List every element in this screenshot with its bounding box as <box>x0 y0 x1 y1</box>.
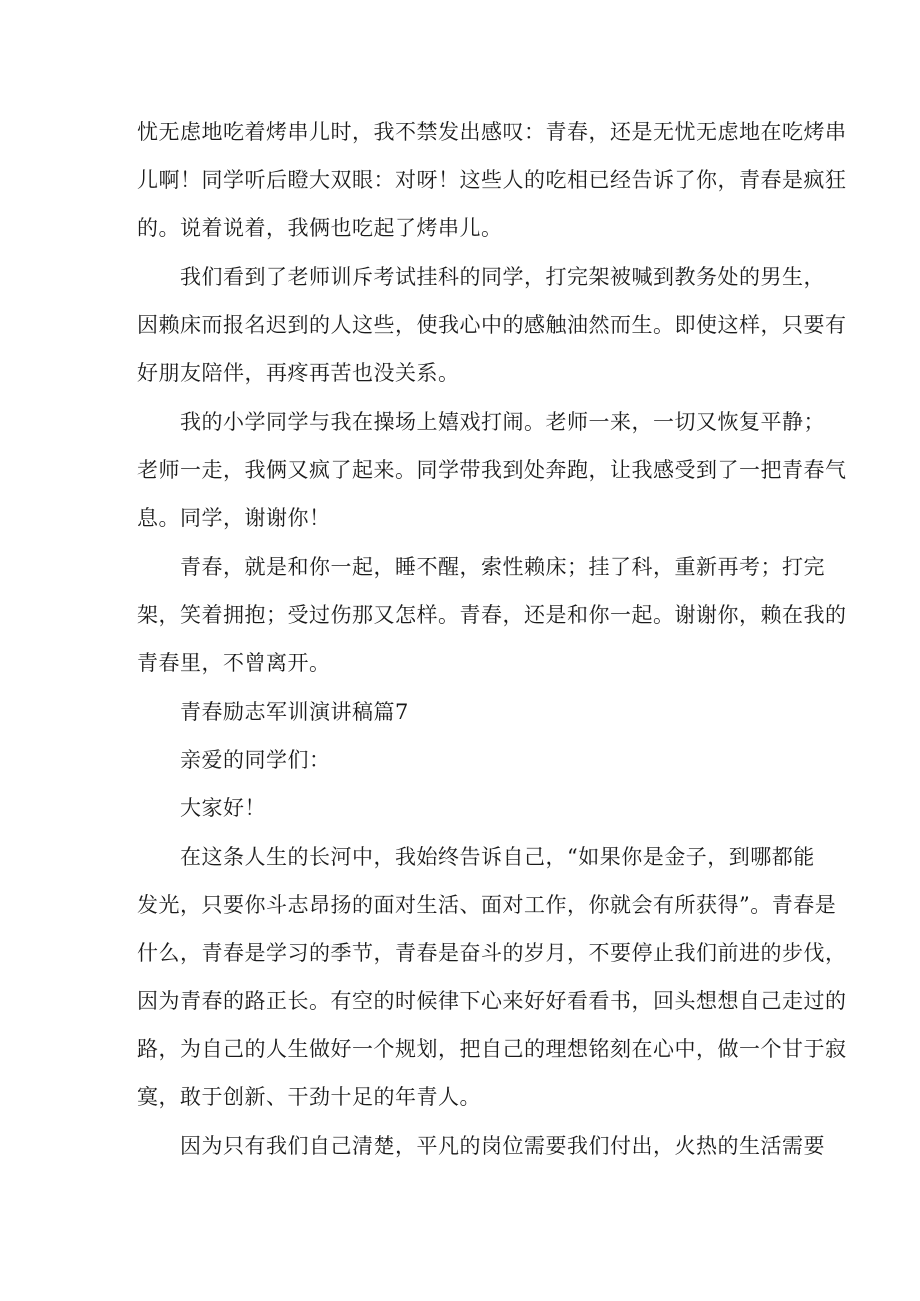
text-line: 因为青春的路正长。有空的时候律下心来好好看看书，回头想想自己走过的 <box>137 989 847 1013</box>
text-line: 老师一走，我俩又疯了起来。同学带我到处奔跑，让我感受到了一把青春气 <box>137 458 847 482</box>
text-line: 在这条人生的长河中，我始终告诉自己，“如果你是金子，到哪都能 <box>180 845 815 869</box>
text-line: 我的小学同学与我在操场上嬉戏打闹。老师一来，一切又恢复平静； <box>180 410 825 434</box>
text-line: 忧无虑地吃着烤串儿时，我不禁发出感叹：青春，还是无忧无虑地在吃烤串 <box>137 120 847 144</box>
greeting: 大家好！ <box>180 796 266 820</box>
text-line: 的。说着说着，我俩也吃起了烤串儿。 <box>137 216 503 240</box>
text-line: 青春里，不曾离开。 <box>137 651 331 675</box>
text-line: 息。同学，谢谢你！ <box>137 506 331 530</box>
text-line: 路，为自己的人生做好一个规划，把自己的理想铭刻在心中，做一个甘于寂 <box>137 1037 847 1061</box>
text-line: 架，笑着拥抱；受过伤那又怎样。青春，还是和你一起。谢谢你，赖在我的 <box>137 603 847 627</box>
text-line: 发光，只要你斗志昂扬的面对生活、面对工作，你就会有所获得”。青春是 <box>137 893 837 917</box>
section-title: 青春励志军训演讲稿篇7 <box>180 700 409 724</box>
text-line: 青春，就是和你一起，睡不醒，索性赖床；挂了科，重新再考；打完 <box>180 555 825 579</box>
text-line: 我们看到了老师训斥考试挂科的同学，打完架被喊到教务处的男生， <box>180 265 825 289</box>
text-line: 因赖床而报名迟到的人这些，使我心中的感触油然而生。即使这样，只要有 <box>137 313 847 337</box>
text-line: 因为只有我们自己清楚，平凡的岗位需要我们付出，火热的生活需要 <box>180 1134 825 1158</box>
text-line: 儿啊！同学听后瞪大双眼：对呀！这些人的吃相已经告诉了你，青春是疯狂 <box>137 168 847 192</box>
text-line: 好朋友陪伴，再疼再苦也没关系。 <box>137 361 460 385</box>
salutation: 亲爱的同学们： <box>180 748 331 772</box>
text-line: 什么，青春是学习的季节，青春是奋斗的岁月，不要停止我们前进的步伐， <box>137 941 847 965</box>
text-line: 寞，敢于创新、干劲十足的年青人。 <box>137 1085 481 1109</box>
